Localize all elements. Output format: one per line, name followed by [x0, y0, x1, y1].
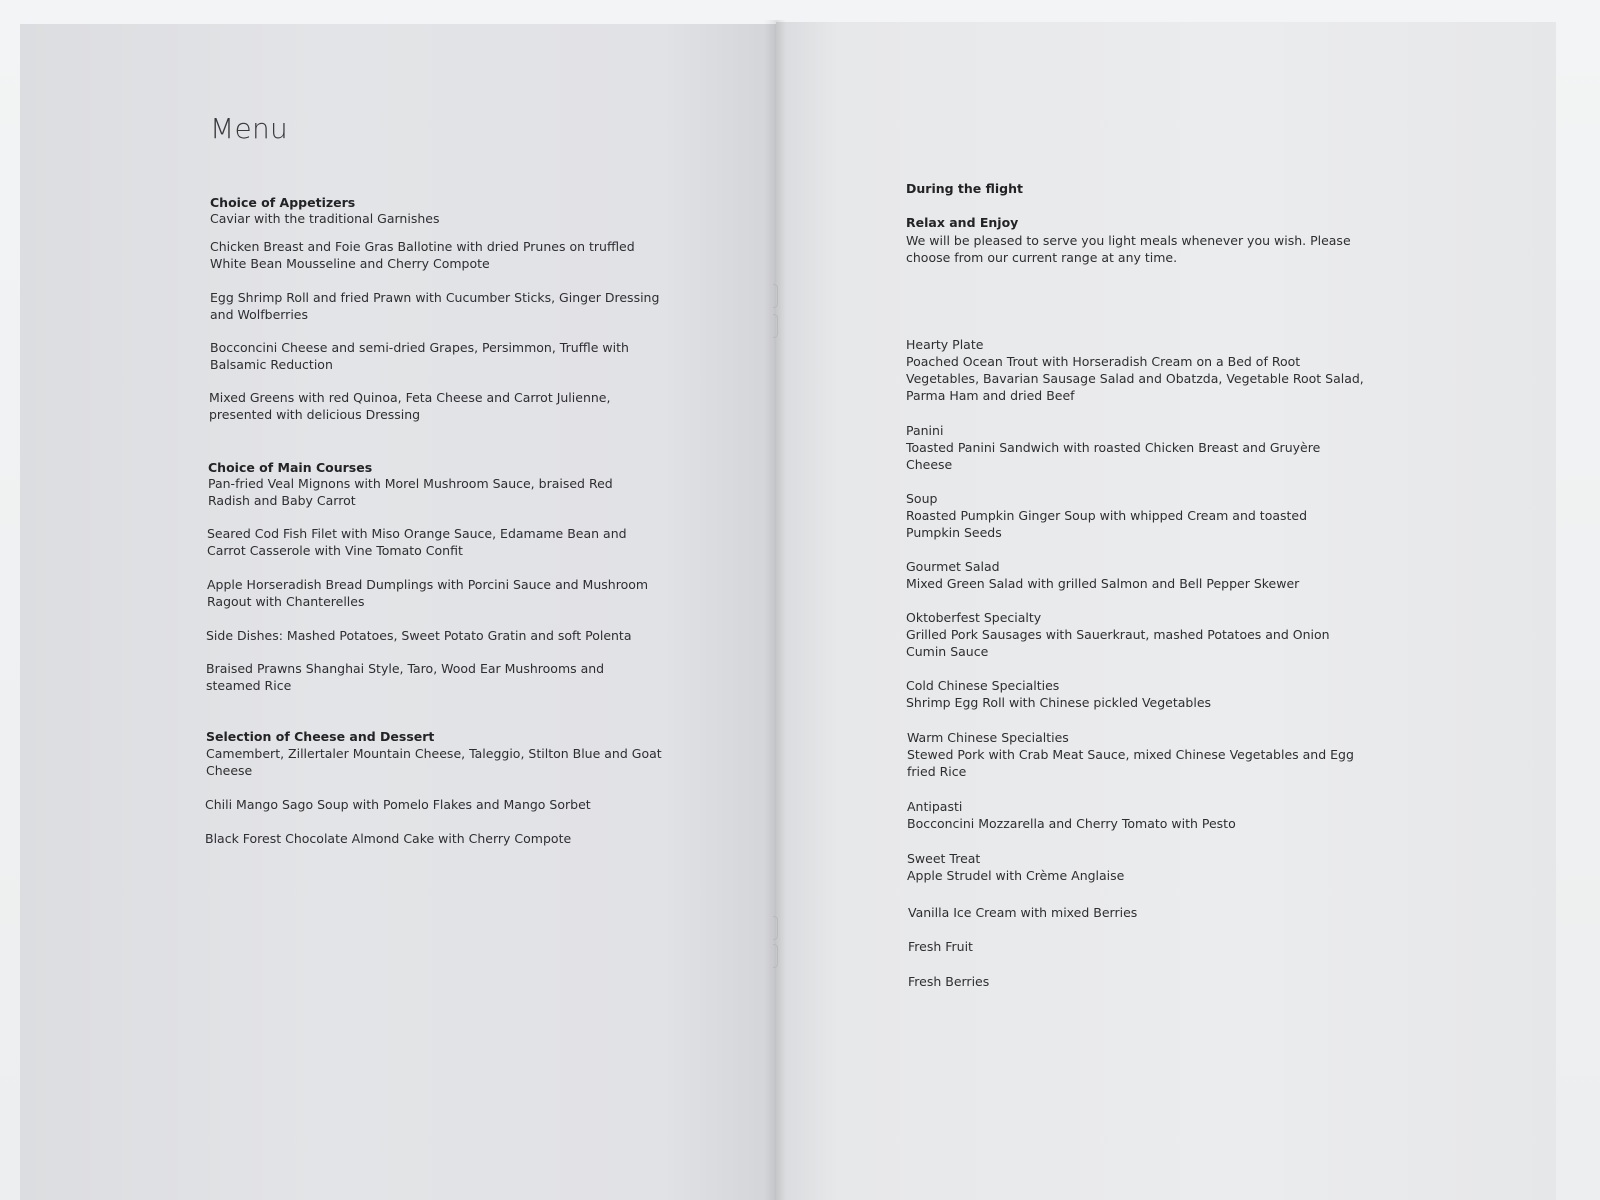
- main-course-line: Pan-fried Veal Mignons with Morel Mushroom Sauce, braised Red: [208, 476, 613, 491]
- relax-enjoy-text: [906, 232, 1366, 266]
- light-meal-line: Grilled Pork Sausages with Sauerkraut, mashed Potatoes and Onion: [906, 627, 1330, 642]
- main-course-line: Braised Prawns Shanghai Style, Taro, Wood Ear Mushrooms and: [206, 661, 605, 676]
- light-meal-title: Oktoberfest Specialty: [906, 610, 1042, 625]
- staple-bottom-a: [773, 916, 778, 940]
- light-meal-item: [906, 422, 1366, 473]
- light-meal-item: [906, 677, 1366, 711]
- appetizer-item: [210, 289, 670, 323]
- light-meal-item: [906, 336, 1366, 404]
- light-meal-line: Parma Ham and dried Beef: [906, 388, 1075, 403]
- light-meal-item: [907, 729, 1367, 780]
- light-meal-line: Cheese: [906, 457, 953, 472]
- appetizer-line: Mixed Greens with red Quinoa, Feta Cheese and Carrot Julienne,: [209, 390, 611, 405]
- cheese-dessert-heading: Selection of Cheese and Dessert: [206, 729, 435, 744]
- main-course-line: Ragout with Chanterelles: [207, 594, 365, 609]
- main-course-line: Seared Cod Fish Filet with Miso Orange Sauce, Edamame Bean and: [207, 526, 627, 541]
- light-meal-title: Cold Chinese Specialties: [906, 678, 1060, 693]
- appetizer-line: Egg Shrimp Roll and fried Prawn with Cucumber Sticks, Ginger Dressing: [210, 290, 660, 305]
- staple-bottom-b: [773, 944, 778, 968]
- light-meal-line: Mixed Green Salad with grilled Salmon and Bell Pepper Skewer: [906, 576, 1300, 591]
- light-meal-item: [906, 490, 1366, 541]
- light-meal-item: [908, 938, 1368, 955]
- main-course-item: [207, 525, 667, 559]
- light-meal-line: Vegetables, Bavarian Sausage Salad and Obatzda, Vegetable Root Salad,: [906, 371, 1364, 386]
- main-course-line: steamed Rice: [206, 678, 292, 693]
- light-meal-item: [906, 558, 1366, 592]
- appetizer-line: presented with delicious Dressing: [209, 407, 421, 422]
- light-meal-line: Bocconcini Mozzarella and Cherry Tomato with Pesto: [907, 816, 1236, 831]
- light-meal-line: Shrimp Egg Roll with Chinese pickled Vegetables: [906, 695, 1212, 710]
- relax-line: We will be pleased to serve you light meals whenever you wish. Please: [906, 233, 1351, 248]
- appetizer-item: [210, 339, 670, 373]
- light-meal-line: Vanilla Ice Cream with mixed Berries: [908, 905, 1138, 920]
- dessert-item: [206, 745, 666, 779]
- appetizer-line: Chicken Breast and Foie Gras Ballotine with dried Prunes on truffled: [210, 239, 635, 254]
- light-meal-line: fried Rice: [907, 764, 967, 779]
- light-meal-line: Stewed Pork with Crab Meat Sauce, mixed Chinese Vegetables and Egg: [907, 747, 1354, 762]
- light-meal-title: Soup: [906, 491, 938, 506]
- main-course-item: [207, 576, 667, 610]
- light-meal-line: Fresh Berries: [908, 974, 990, 989]
- appetizers-heading: Choice of Appetizers: [210, 195, 356, 210]
- light-meal-title: Hearty Plate: [906, 337, 984, 352]
- appetizer-item: [209, 389, 669, 423]
- appetizer-line: Caviar with the traditional Garnishes: [210, 211, 440, 226]
- appetizer-item: [210, 210, 670, 227]
- light-meal-item: [908, 973, 1368, 990]
- dessert-line: Cheese: [206, 763, 253, 778]
- main-course-line: Carrot Casserole with Vine Tomato Confit: [207, 543, 463, 558]
- main-course-item: [208, 475, 668, 509]
- light-meal-title: Warm Chinese Specialties: [907, 730, 1069, 745]
- dessert-line: Black Forest Chocolate Almond Cake with Cherry Compote: [205, 831, 572, 846]
- light-meal-title: Sweet Treat: [907, 851, 981, 866]
- relax-line: choose from our current range at any time.: [906, 250, 1178, 265]
- dessert-line: Camembert, Zillertaler Mountain Cheese, Taleggio, Stilton Blue and Goat: [206, 746, 662, 761]
- main-course-line: Side Dishes: Mashed Potatoes, Sweet Potato Gratin and soft Polenta: [206, 628, 632, 643]
- page-title: Menu: [210, 112, 289, 145]
- light-meal-line: Roasted Pumpkin Ginger Soup with whipped Cream and toasted: [906, 508, 1308, 523]
- main-course-line: Radish and Baby Carrot: [208, 493, 356, 508]
- main-course-item: [206, 627, 666, 644]
- light-meal-line: Toasted Panini Sandwich with roasted Chicken Breast and Gruyère: [906, 440, 1321, 455]
- main-course-item: [206, 660, 666, 694]
- appetizer-item: [210, 238, 670, 272]
- main-courses-heading: Choice of Main Courses: [208, 460, 373, 475]
- light-meal-title: Antipasti: [907, 799, 963, 814]
- main-course-line: Apple Horseradish Bread Dumplings with Porcini Sauce and Mushroom: [207, 577, 649, 592]
- light-meal-item: [907, 798, 1367, 832]
- light-meal-item: [907, 850, 1367, 884]
- dessert-line: Chili Mango Sago Soup with Pomelo Flakes and Mango Sorbet: [205, 797, 591, 812]
- light-meal-item: [906, 609, 1366, 660]
- light-meal-line: Pumpkin Seeds: [906, 525, 1002, 540]
- left-page: [20, 24, 776, 1200]
- light-meal-line: Cumin Sauce: [906, 644, 989, 659]
- light-meal-line: Apple Strudel with Crème Anglaise: [907, 868, 1125, 883]
- appetizer-line: Balsamic Reduction: [210, 357, 333, 372]
- appetizer-line: Bocconcini Cheese and semi-dried Grapes, Persimmon, Truffle with: [210, 340, 629, 355]
- relax-enjoy-heading: Relax and Enjoy: [906, 215, 1019, 230]
- appetizer-line: and Wolfberries: [210, 307, 308, 322]
- appetizer-line: White Bean Mousseline and Cherry Compote: [210, 256, 490, 271]
- light-meal-title: Gourmet Salad: [906, 559, 1000, 574]
- dessert-item: [205, 796, 665, 813]
- light-meal-line: Poached Ocean Trout with Horseradish Cream on a Bed of Root: [906, 354, 1301, 369]
- light-meal-item: [908, 904, 1368, 921]
- dessert-item: [205, 830, 665, 847]
- during-flight-heading: During the flight: [906, 181, 1023, 196]
- light-meal-title: Panini: [906, 423, 944, 438]
- staple-top-b: [773, 314, 778, 338]
- light-meal-line: Fresh Fruit: [908, 939, 973, 954]
- staple-top-a: [773, 284, 778, 308]
